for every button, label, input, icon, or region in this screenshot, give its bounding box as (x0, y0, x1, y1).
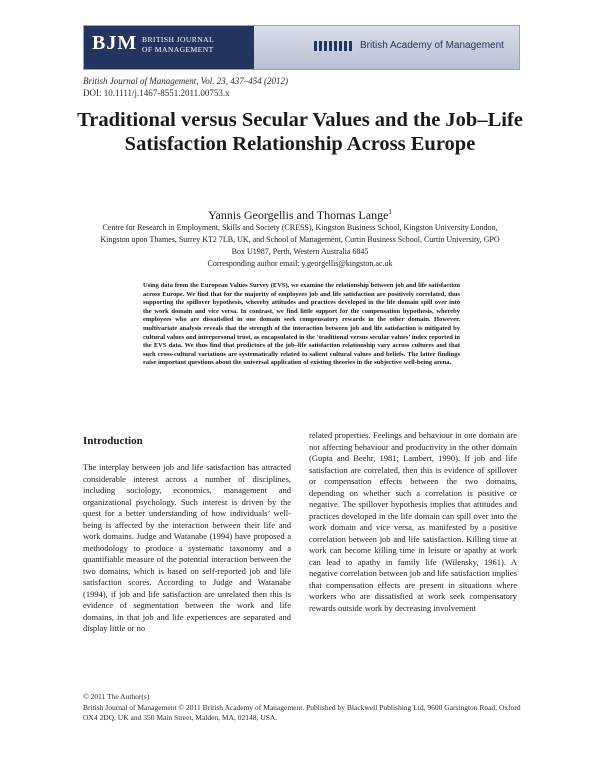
introduction-column-right: related properties. Feelings and behaviour in one domain are not affecting behaviour and productivity in the other domain (Gupta and Beehr, 1981; Lambert, 1990). If job and life satisfaction are correlated, then this is evidence of spillover or compensation effects between the two domains, depending on whether such a correlation is positive or negative. The spillover hypothesis implies that attitudes and practices developed in the life domain can spill over into the work domain and vice versa, as manifested by a positive correlation between job and life satisfaction. Killing time at work can become killing time in leisure or apathy at work can lead to apathy in family life (Wilensky, 1961). A negative correlation between job and life satisfaction implies that compensation effects are present in situations where workers who are dissatisfied at work seek compensatory rewards outside work by decreasing involvement (309, 430, 517, 613)
footer-publisher: British Journal of Management © 2011 British Academy of Management. Published by Blackwell Publishing Ltd, 9600 Garsington Road, Oxford OX4 2DQ, UK and 350 Main Street, Malden, MA, 02148, USA. (83, 702, 521, 722)
affiliation (95, 222, 505, 270)
introduction-heading: Introduction (83, 435, 143, 447)
journal-name (142, 35, 214, 55)
journal-name-line2: OF MANAGEMENT (142, 45, 214, 54)
academy-name: British Academy of Management (360, 40, 504, 51)
citation-journal: British Journal of Management, Vol. 23, 437–454 (2012) (83, 76, 288, 86)
corresponding-author: Corresponding author email: y.georgellis@kingston.ac.uk (207, 259, 393, 268)
academy-flag-icon (314, 41, 354, 51)
paper-title: Traditional versus Secular Values and the Job–Life Satisfaction Relationship Across Europe (77, 109, 523, 155)
academy-logo (314, 40, 504, 51)
bjm-logo: BJM (92, 32, 138, 54)
authors (60, 208, 540, 223)
journal-banner (83, 25, 520, 70)
footer (83, 692, 523, 724)
introduction-column-left: The interplay between job and life satisfaction has attracted considerable interest across a number of disciplines, including sociology, economics, management and organizational psychology. Such interest is driven by the quest for a better understanding of how individuals’ well-being is affected by the interaction between their life and work domains. Judge and Watanabe (1994) have proposed a methodology to produce a systematic taxonomy and a quantifiable measure of the potential interaction between the two domains, which is based on self-reported job and life satisfaction scores. According to Judge and Watanabe (1994), if job and life satisfaction are unrelated then this is evidence of segmentation between the work and life domains, in that job and life experiences are separated and display little or no (83, 462, 291, 633)
abstract: Using data from the European Values Survey (EVS), we examine the relationship between job and life satisfaction across Europe. We find that for the majority of employees job and life satisfaction are positively correlated, thus supporting the spillover hypothesis, whereby attitudes and practices developed in the life domain spill over into the work domain and vice versa. In contrast, we find little support for the compensation hypothesis, whereby employees who are dissatisfied in one domain seek compensatory rewards in the other domain. However, multivariate analysis reveals that the strength of the interaction between job and life satisfaction is mitigated by cultural values and interpersonal trust, as encapsulated in the ‘traditional versus secular values’ index reported in the EVS data. We thus find that predictors of the job–life satisfaction relationship vary across cultures and that such cross-cultural variations are systematically related to salient cultural values and beliefs. The latter findings raise important questions about the universal application of existing theories in the subjective well-being arena. (143, 282, 460, 367)
bjm-logo-block (84, 26, 254, 69)
footer-copyright: © 2011 The Author(s) (83, 692, 150, 701)
author-names: Yannis Georgellis and Thomas Lange (208, 208, 389, 222)
journal-name-line1: BRITISH JOURNAL (142, 35, 215, 44)
citation-doi: DOI: 10.1111/j.1467-8551.2011.00753.x (83, 88, 230, 98)
affiliation-text: Centre for Research in Employment, Skills and Society (CRESS), Kingston Business School, Kingston University London, Kingston upon Thames, Surrey KT2 7LB, UK, and School of Management, Curtin Business School, Curtin University, GPO Box U1987, Perth, Western Australia 6845 (100, 223, 500, 256)
author-superscript: 1 (388, 208, 392, 216)
